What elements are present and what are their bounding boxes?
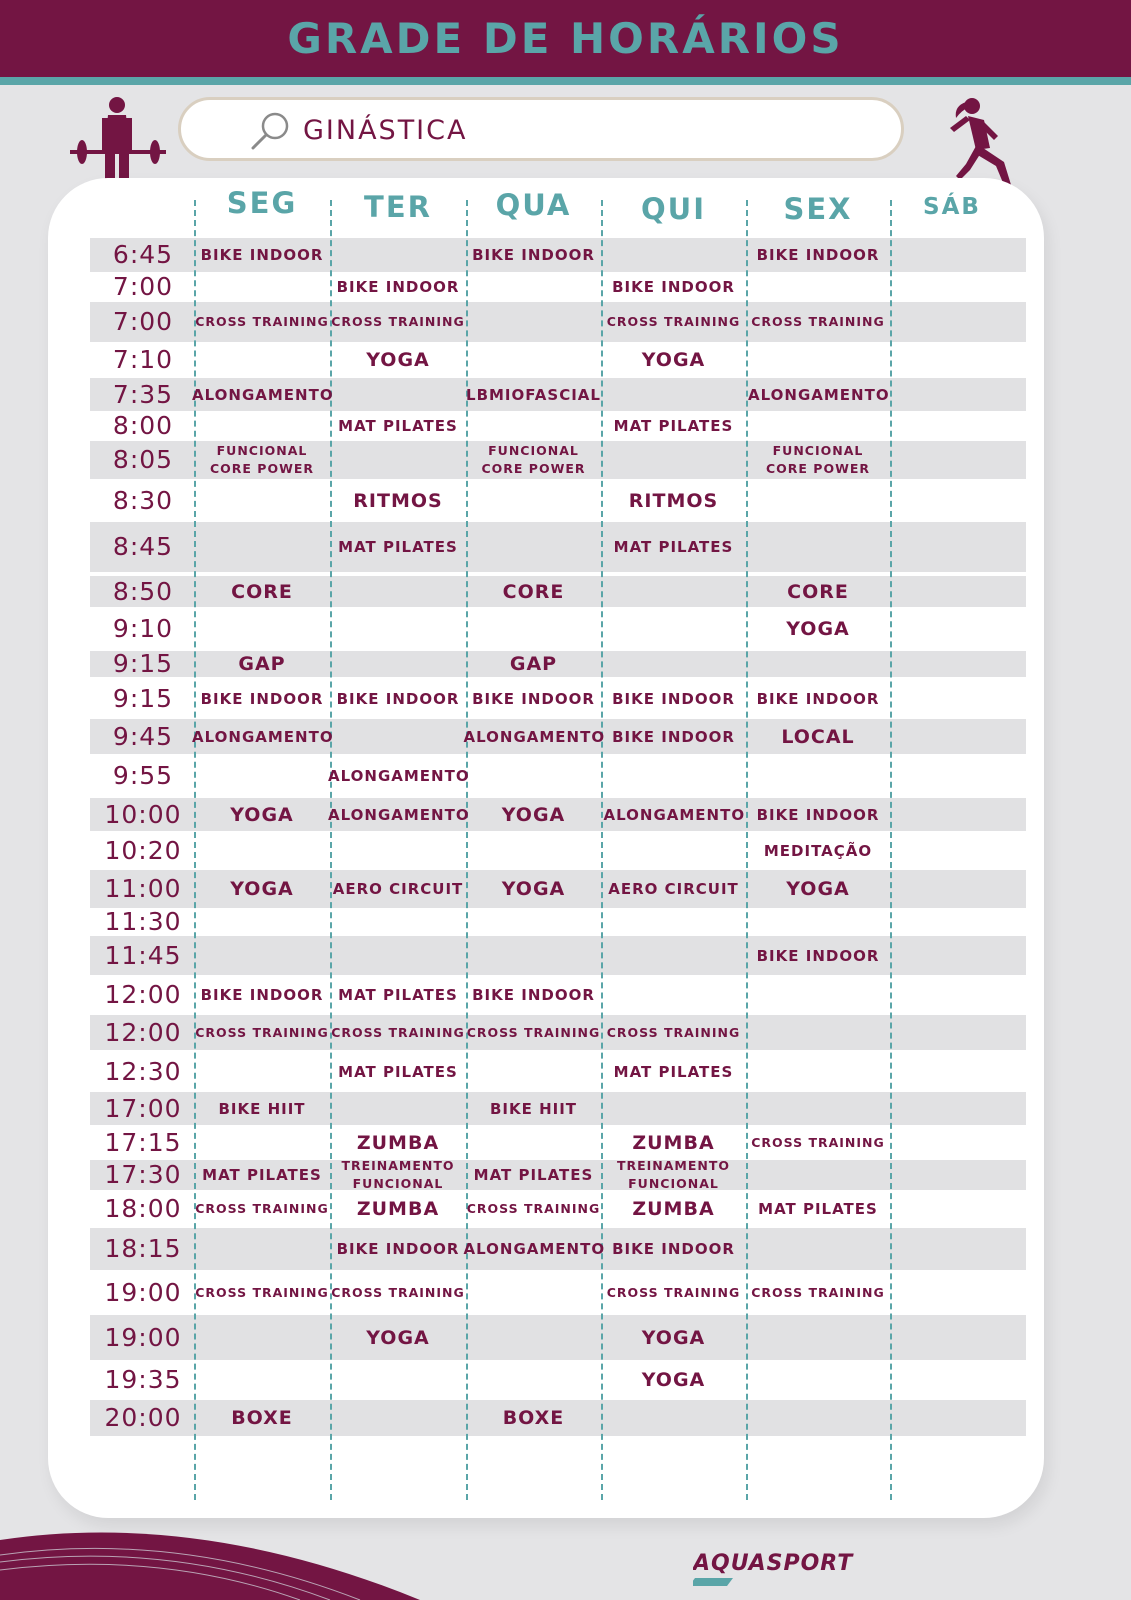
class-entry[interactable]: CROSS TRAINING — [751, 1285, 885, 1300]
class-entry[interactable]: GAP — [238, 653, 286, 675]
time-slot: 19:00 — [104, 1278, 182, 1307]
time-slot: 19:35 — [104, 1365, 182, 1394]
class-entry[interactable]: FUNCIONAL CORE POWER — [209, 443, 315, 476]
class-entry[interactable]: BIKE INDOOR — [756, 246, 880, 264]
class-entry[interactable]: MAT PILATES — [758, 1199, 878, 1218]
time-slot: 8:30 — [112, 485, 174, 515]
class-entry[interactable]: CROSS TRAINING — [195, 1285, 329, 1300]
class-entry[interactable]: ZUMBA — [356, 1197, 440, 1220]
class-entry[interactable]: YOGA — [786, 878, 850, 900]
class-entry[interactable]: BIKE HIIT — [489, 1099, 578, 1118]
class-entry[interactable]: ALONGAMENTO — [463, 1240, 606, 1258]
class-entry[interactable]: BOXE — [502, 1407, 565, 1429]
search-bar[interactable] — [178, 97, 904, 161]
class-entry[interactable]: MAT PILATES — [613, 538, 734, 556]
time-slot: 7:00 — [112, 307, 174, 336]
time-slot: 8:05 — [112, 445, 174, 474]
class-entry[interactable]: YOGA — [230, 878, 294, 900]
class-entry[interactable]: YOGA — [641, 1369, 706, 1391]
class-entry[interactable]: CROSS TRAINING — [466, 1024, 601, 1040]
class-entry[interactable]: YOGA — [641, 1326, 706, 1349]
column-divider — [890, 200, 892, 1500]
class-entry[interactable]: YOGA — [786, 618, 850, 640]
class-entry[interactable]: YOGA — [366, 1326, 430, 1349]
class-entry[interactable]: CROSS TRAINING — [331, 1024, 465, 1040]
time-slot: 17:00 — [104, 1093, 182, 1123]
class-entry[interactable]: GAP — [509, 653, 558, 675]
class-entry[interactable]: CROSS TRAINING — [331, 314, 465, 329]
class-entry[interactable]: CROSS TRAINING — [606, 1285, 741, 1300]
class-entry[interactable]: BIKE INDOOR — [200, 689, 324, 708]
class-entry[interactable]: CROSS TRAINING — [606, 1024, 741, 1040]
class-entry[interactable]: YOGA — [230, 803, 294, 826]
time-slot: 9:10 — [112, 614, 174, 643]
class-entry[interactable]: BIKE INDOOR — [472, 246, 595, 264]
class-entry[interactable]: YOGA — [501, 803, 566, 826]
class-entry[interactable]: BIKE INDOOR — [336, 689, 460, 708]
day-header-sex: SEX — [783, 192, 853, 226]
search-icon — [249, 110, 293, 152]
class-entry[interactable]: CROSS TRAINING — [751, 314, 885, 329]
class-entry[interactable]: AERO CIRCUIT — [608, 880, 739, 898]
time-slot: 18:00 — [104, 1193, 182, 1223]
time-slot: 7:10 — [112, 345, 174, 374]
class-entry[interactable]: BIKE INDOOR — [612, 1240, 735, 1258]
time-slot: 10:00 — [104, 799, 182, 829]
class-entry[interactable]: RITMOS — [628, 489, 719, 512]
time-slot: 9:55 — [112, 761, 174, 790]
class-entry[interactable]: BOXE — [231, 1407, 293, 1429]
class-entry[interactable]: CORE — [231, 580, 293, 603]
class-entry[interactable]: BIKE INDOOR — [336, 278, 460, 296]
class-entry[interactable]: CROSS TRAINING — [195, 1024, 329, 1040]
class-entry[interactable]: CROSS TRAINING — [195, 314, 329, 329]
time-slot: 9:15 — [112, 683, 174, 713]
day-header-qui: QUI — [641, 192, 706, 226]
class-entry[interactable]: BIKE INDOOR — [612, 278, 735, 296]
time-slot: 7:35 — [112, 379, 174, 409]
svg-text:AQUASPORT: AQUASPORT — [693, 1551, 854, 1576]
class-entry[interactable]: MAT PILATES — [613, 417, 734, 435]
class-entry[interactable]: CROSS TRAINING — [195, 1200, 329, 1216]
class-entry[interactable]: BIKE INDOOR — [200, 986, 324, 1004]
class-entry[interactable]: CROSS TRAINING — [331, 1285, 465, 1300]
class-entry[interactable]: MAT PILATES — [338, 986, 458, 1004]
class-entry[interactable]: YOGA — [501, 878, 566, 900]
class-entry[interactable]: ALONGAMENTO — [328, 805, 470, 824]
class-entry[interactable]: MAT PILATES — [338, 417, 458, 435]
decorative-wave — [0, 1500, 500, 1600]
time-slot: 12:00 — [104, 1017, 182, 1047]
class-entry[interactable]: FUNCIONAL CORE POWER — [481, 443, 586, 476]
class-entry[interactable]: MEDITAÇÃO — [763, 841, 873, 860]
class-entry[interactable]: CORE — [502, 580, 565, 603]
time-slot: 20:00 — [104, 1403, 182, 1432]
class-entry[interactable]: TREINAMENTO FUNCIONAL — [616, 1158, 731, 1191]
time-slot: 18:15 — [104, 1234, 182, 1263]
class-entry[interactable]: YOGA — [366, 349, 430, 371]
class-entry[interactable]: MAT PILATES — [613, 1062, 734, 1081]
class-entry[interactable]: MAT PILATES — [338, 538, 458, 556]
class-entry[interactable]: CORE — [787, 580, 849, 603]
class-entry[interactable]: BIKE INDOOR — [756, 689, 880, 708]
class-entry[interactable]: TREINAMENTO FUNCIONAL — [341, 1158, 455, 1191]
class-entry[interactable]: BIKE INDOOR — [200, 246, 324, 264]
time-slot: 8:00 — [112, 411, 174, 440]
class-entry[interactable]: ZUMBA — [356, 1131, 440, 1154]
day-header-sáb: SÁB — [923, 194, 981, 220]
brand-logo-image — [693, 1548, 873, 1588]
aquasport-logo — [693, 1548, 873, 1592]
day-header-qua: QUA — [495, 188, 572, 222]
class-entry[interactable]: BIKE INDOOR — [756, 805, 880, 824]
page-title: GRADE DE HORÁRIOS — [287, 14, 844, 63]
class-entry[interactable]: BIKE INDOOR — [612, 727, 735, 746]
class-entry[interactable]: MAT PILATES — [202, 1166, 322, 1184]
class-entry[interactable]: CROSS TRAINING — [606, 314, 741, 329]
class-entry[interactable]: FUNCIONAL CORE POWER — [765, 443, 871, 476]
class-entry[interactable]: AERO CIRCUIT — [332, 880, 464, 898]
time-slot: 17:30 — [104, 1160, 182, 1189]
class-entry[interactable]: ALONGAMENTO — [463, 727, 606, 746]
class-entry[interactable]: ALONGAMENTO — [748, 385, 890, 404]
time-slot: 6:45 — [112, 240, 174, 269]
time-slot: 7:00 — [112, 272, 174, 301]
class-entry[interactable]: MAT PILATES — [473, 1166, 594, 1184]
time-slot: 9:45 — [112, 721, 174, 751]
row-band — [90, 522, 1026, 572]
time-slot: 8:45 — [112, 532, 174, 561]
class-entry[interactable]: CROSS TRAINING — [466, 1200, 601, 1216]
class-entry[interactable]: LOCAL — [781, 725, 855, 748]
time-slot: 11:00 — [104, 874, 182, 903]
time-slot: 11:30 — [104, 907, 182, 936]
class-entry[interactable]: ALONGAMENTO — [192, 385, 334, 404]
class-entry[interactable]: RITMOS — [353, 489, 443, 512]
class-entry[interactable]: CROSS TRAINING — [751, 1134, 885, 1150]
class-entry[interactable]: YOGA — [641, 349, 706, 371]
class-entry[interactable]: ALONGAMENTO — [603, 805, 746, 824]
class-entry[interactable]: ZUMBA — [632, 1197, 715, 1220]
time-slot: 9:15 — [112, 649, 174, 678]
class-entry[interactable]: BIKE INDOOR — [336, 1240, 460, 1258]
class-entry[interactable]: BIKE INDOOR — [756, 946, 880, 965]
search-term: GINÁSTICA — [303, 115, 468, 146]
time-slot: 12:30 — [104, 1056, 182, 1086]
time-slot: 17:15 — [104, 1127, 182, 1157]
class-entry[interactable]: BIKE HIIT — [218, 1099, 306, 1118]
class-entry[interactable]: ZUMBA — [632, 1131, 715, 1154]
class-entry[interactable]: BIKE INDOOR — [472, 689, 595, 708]
time-slot: 11:45 — [104, 940, 182, 970]
day-header-seg: SEG — [226, 186, 298, 220]
page-header — [0, 0, 1131, 85]
time-slot: 19:00 — [104, 1322, 182, 1352]
class-entry[interactable]: LBMIOFASCIAL — [466, 385, 601, 404]
time-slot: 10:20 — [104, 835, 182, 865]
class-entry[interactable]: ALONGAMENTO — [328, 767, 470, 785]
class-entry[interactable]: MAT PILATES — [338, 1062, 458, 1081]
time-slot: 8:50 — [112, 576, 174, 606]
day-header-ter: TER — [364, 190, 432, 224]
class-entry[interactable]: ALONGAMENTO — [192, 727, 334, 746]
row-band — [90, 1315, 1026, 1360]
class-entry[interactable]: BIKE INDOOR — [472, 986, 595, 1004]
class-entry[interactable]: BIKE INDOOR — [612, 689, 735, 708]
time-slot: 12:00 — [104, 980, 182, 1009]
